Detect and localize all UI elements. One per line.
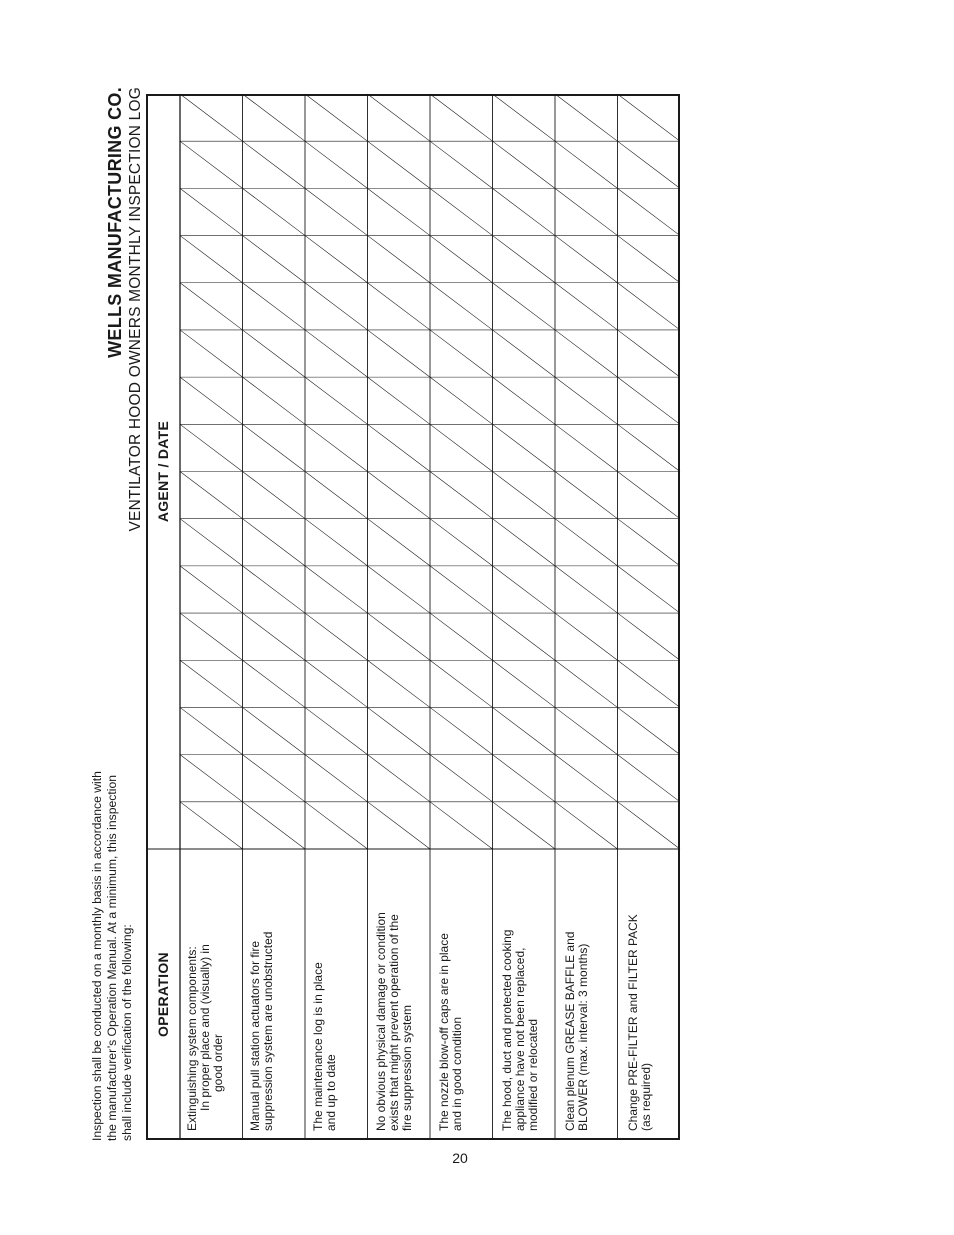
agent-date-cell-diagonal — [368, 141, 431, 188]
agent-date-cell-diagonal — [555, 141, 618, 188]
operation-text: In proper place and (visually) in — [198, 944, 212, 1111]
agent-date-cell-diagonal — [618, 141, 681, 188]
agent-date-cell-diagonal — [555, 755, 618, 802]
agent-date-cell-diagonal — [430, 660, 493, 707]
agent-date-cell-diagonal — [305, 188, 368, 235]
agent-date-cell-diagonal — [243, 330, 306, 377]
agent-date-cell-diagonal — [618, 283, 681, 330]
agent-date-cell-diagonal — [618, 802, 681, 849]
agent-date-cell-diagonal — [493, 424, 556, 471]
agent-date-cell-diagonal — [493, 613, 556, 660]
operation-row-grease-baffle — [558, 849, 621, 1140]
agent-date-cell-diagonal — [243, 660, 306, 707]
agent-date-cell-diagonal — [243, 283, 306, 330]
agent-date-cell-diagonal — [555, 707, 618, 754]
agent-date-cell-diagonal — [493, 566, 556, 613]
agent-date-cell-diagonal — [430, 283, 493, 330]
agent-date-cell-diagonal — [430, 566, 493, 613]
agent-date-cell-diagonal — [305, 613, 368, 660]
agent-date-cell-diagonal — [305, 424, 368, 471]
agent-date-cell-diagonal — [618, 519, 681, 566]
agent-date-cell-diagonal — [180, 707, 243, 754]
operation-text: suppression system are unobstructed — [261, 931, 275, 1131]
agent-date-cell-diagonal — [305, 519, 368, 566]
agent-date-cell-diagonal — [243, 613, 306, 660]
agent-date-cell-diagonal — [555, 519, 618, 566]
agent-date-cell-diagonal — [305, 141, 368, 188]
operation-column-header: OPERATION — [155, 952, 171, 1037]
agent-date-cell-diagonal — [305, 330, 368, 377]
agent-date-cell-diagonal — [430, 755, 493, 802]
agent-date-cell-diagonal — [618, 472, 681, 519]
agent-date-cell-diagonal — [555, 566, 618, 613]
agent-date-cell-diagonal — [180, 283, 243, 330]
agent-date-cell-diagonal — [430, 613, 493, 660]
intro-line: the manufacturer’s Operation Manual. At a minimum, this inspection — [105, 774, 119, 1141]
operation-text: (as required) — [639, 1062, 653, 1131]
agent-date-cell-diagonal — [368, 188, 431, 235]
agent-date-cell-diagonal — [243, 707, 306, 754]
agent-date-cell-diagonal — [368, 424, 431, 471]
agent-date-cell-diagonal — [368, 472, 431, 519]
agent-date-cell-diagonal — [430, 424, 493, 471]
agent-date-cell-diagonal — [618, 94, 681, 141]
operation-row-extinguishing-components — [180, 849, 243, 1140]
agent-date-cell-diagonal — [305, 377, 368, 424]
agent-date-cell-diagonal — [618, 377, 681, 424]
agent-date-cell-diagonal — [368, 519, 431, 566]
agent-date-cell-diagonal — [493, 660, 556, 707]
agent-date-cell-diagonal — [180, 94, 243, 141]
agent-date-cell-diagonal — [305, 802, 368, 849]
operation-text: and up to date — [324, 1054, 338, 1131]
intro-line: shall include verification of the following: — [120, 924, 134, 1141]
agent-date-cell-diagonal — [493, 472, 556, 519]
agent-date-cell-diagonal — [618, 188, 681, 235]
page-number: 20 — [452, 1150, 468, 1166]
agent-date-cell-diagonal — [555, 613, 618, 660]
agent-date-cell-diagonal — [618, 330, 681, 377]
agent-date-cell-diagonal — [430, 141, 493, 188]
operation-text: appliance have not been replaced, — [513, 947, 527, 1131]
operation-text: modified or relocated — [526, 1018, 540, 1131]
agent-date-cell-diagonal — [430, 377, 493, 424]
agent-date-cell-diagonal — [618, 566, 681, 613]
agent-date-cell-diagonal — [180, 141, 243, 188]
agent-date-cell-diagonal — [368, 613, 431, 660]
agent-date-cell-diagonal — [493, 519, 556, 566]
agent-date-cell-diagonal — [180, 802, 243, 849]
agent-date-cell-diagonal — [493, 236, 556, 283]
operation-text: The maintenance log is in place — [311, 962, 325, 1131]
agent-date-cell-diagonal — [243, 236, 306, 283]
agent-date-cell-diagonal — [555, 377, 618, 424]
agent-date-cell-diagonal — [180, 613, 243, 660]
agent-date-cell-diagonal — [618, 424, 681, 471]
operation-row-maintenance-log — [306, 849, 369, 1140]
agent-date-cell-diagonal — [555, 236, 618, 283]
agent-date-cell-diagonal — [180, 236, 243, 283]
intro-line: Inspection shall be conducted on a monthly basis in accordance with — [90, 771, 104, 1141]
agent-date-cell-diagonal — [430, 519, 493, 566]
agent-date-cell-diagonal — [430, 707, 493, 754]
agent-date-cell-diagonal — [243, 377, 306, 424]
agent-date-cell-diagonal — [180, 660, 243, 707]
operation-text: Clean plenum GREASE BAFFLE and — [563, 931, 577, 1131]
agent-date-cell-diagonal — [618, 707, 681, 754]
agent-date-cell-diagonal — [493, 707, 556, 754]
agent-date-cell-diagonal — [243, 566, 306, 613]
operation-text: The hood, duct and protected cooking — [500, 929, 514, 1131]
agent-date-cell-diagonal — [493, 330, 556, 377]
log-title: VENTILATOR HOOD OWNERS MONTHLY INSPECTION LOG — [127, 87, 144, 532]
agent-date-cell-diagonal — [555, 330, 618, 377]
operation-text: Extinguishing system components: — [185, 946, 199, 1131]
agent-date-cell-diagonal — [368, 755, 431, 802]
operation-text: No obvious physical damage or condition — [374, 912, 388, 1131]
agent-date-cell-diagonal — [618, 613, 681, 660]
agent-date-cell-diagonal — [368, 283, 431, 330]
agent-date-cell-diagonal — [305, 660, 368, 707]
agent-date-cell-diagonal — [555, 660, 618, 707]
operation-row-nozzle-caps — [432, 849, 495, 1140]
agent-date-cell-diagonal — [243, 94, 306, 141]
agent-date-cell-diagonal — [430, 802, 493, 849]
operation-row-manual-pull-station — [243, 849, 306, 1140]
agent-date-cell-diagonal — [243, 472, 306, 519]
agent-date-cell-diagonal — [243, 519, 306, 566]
agent-date-cell-diagonal — [180, 377, 243, 424]
agent-date-cell-diagonal — [180, 519, 243, 566]
agent-date-cell-diagonal — [618, 236, 681, 283]
agent-date-cell-diagonal — [493, 141, 556, 188]
operation-text: Manual pull station actuators for fire — [248, 940, 262, 1131]
agent-date-column-header: AGENT / DATE — [155, 420, 171, 523]
operation-text: and in good condition — [450, 1016, 464, 1131]
agent-date-cell-diagonal — [555, 188, 618, 235]
agent-date-cell-diagonal — [180, 424, 243, 471]
agent-date-cell-diagonal — [305, 707, 368, 754]
agent-date-cell-diagonal — [493, 188, 556, 235]
agent-date-cell-diagonal — [243, 188, 306, 235]
agent-date-cell-diagonal — [368, 566, 431, 613]
agent-date-cell-diagonal — [368, 660, 431, 707]
agent-date-cell-diagonal — [180, 472, 243, 519]
agent-date-cell-diagonal — [430, 330, 493, 377]
agent-date-cell-diagonal — [368, 802, 431, 849]
operation-row-physical-damage — [369, 849, 432, 1140]
agent-date-cell-diagonal — [618, 755, 681, 802]
agent-date-cell-diagonal — [618, 660, 681, 707]
agent-date-cell-diagonal — [430, 472, 493, 519]
agent-date-cell-diagonal — [305, 566, 368, 613]
operation-text: BLOWER (max. interval: 3 months) — [576, 943, 590, 1131]
agent-date-cell-diagonal — [180, 755, 243, 802]
agent-date-cell-diagonal — [555, 94, 618, 141]
agent-date-cell-diagonal — [430, 236, 493, 283]
agent-date-cell-diagonal — [368, 94, 431, 141]
agent-date-cell-diagonal — [180, 566, 243, 613]
agent-date-cell-diagonal — [243, 424, 306, 471]
agent-date-cell-diagonal — [493, 802, 556, 849]
agent-date-cell-diagonal — [305, 236, 368, 283]
operation-row-hood-duct-appliance — [495, 849, 558, 1140]
company-name: WELLS MANUFACTURING CO. — [105, 87, 125, 358]
agent-date-cell-diagonal — [555, 424, 618, 471]
operation-text: Change PRE-FILTER and FILTER PACK — [626, 914, 640, 1131]
agent-date-cell-diagonal — [555, 802, 618, 849]
agent-date-cell-diagonal — [368, 330, 431, 377]
agent-date-cell-diagonal — [493, 94, 556, 141]
agent-date-cell-diagonal — [243, 802, 306, 849]
agent-date-cell-diagonal — [555, 472, 618, 519]
agent-date-cell-diagonal — [180, 188, 243, 235]
agent-date-cell-diagonal — [368, 377, 431, 424]
operation-text: exists that might prevent operation of the — [387, 914, 401, 1131]
agent-date-cell-diagonal — [555, 283, 618, 330]
agent-date-cell-diagonal — [430, 188, 493, 235]
agent-date-cell-diagonal — [493, 377, 556, 424]
agent-date-cell-diagonal — [493, 283, 556, 330]
agent-date-cell-diagonal — [430, 94, 493, 141]
agent-date-cell-diagonal — [368, 236, 431, 283]
agent-date-cell-diagonal — [305, 755, 368, 802]
agent-date-cell-diagonal — [305, 94, 368, 141]
operation-text: fire suppression system — [400, 1004, 414, 1131]
agent-date-cell-diagonal — [243, 755, 306, 802]
operation-text: The nozzle blow-off caps are in place — [437, 933, 451, 1131]
operation-text: good order — [211, 1033, 225, 1092]
agent-date-cell-diagonal — [305, 472, 368, 519]
operation-row-filter-pack — [621, 849, 684, 1140]
agent-date-cell-diagonal — [305, 283, 368, 330]
agent-date-cell-diagonal — [368, 707, 431, 754]
agent-date-cell-diagonal — [243, 141, 306, 188]
agent-date-cell-diagonal — [180, 330, 243, 377]
agent-date-cell-diagonal — [493, 755, 556, 802]
